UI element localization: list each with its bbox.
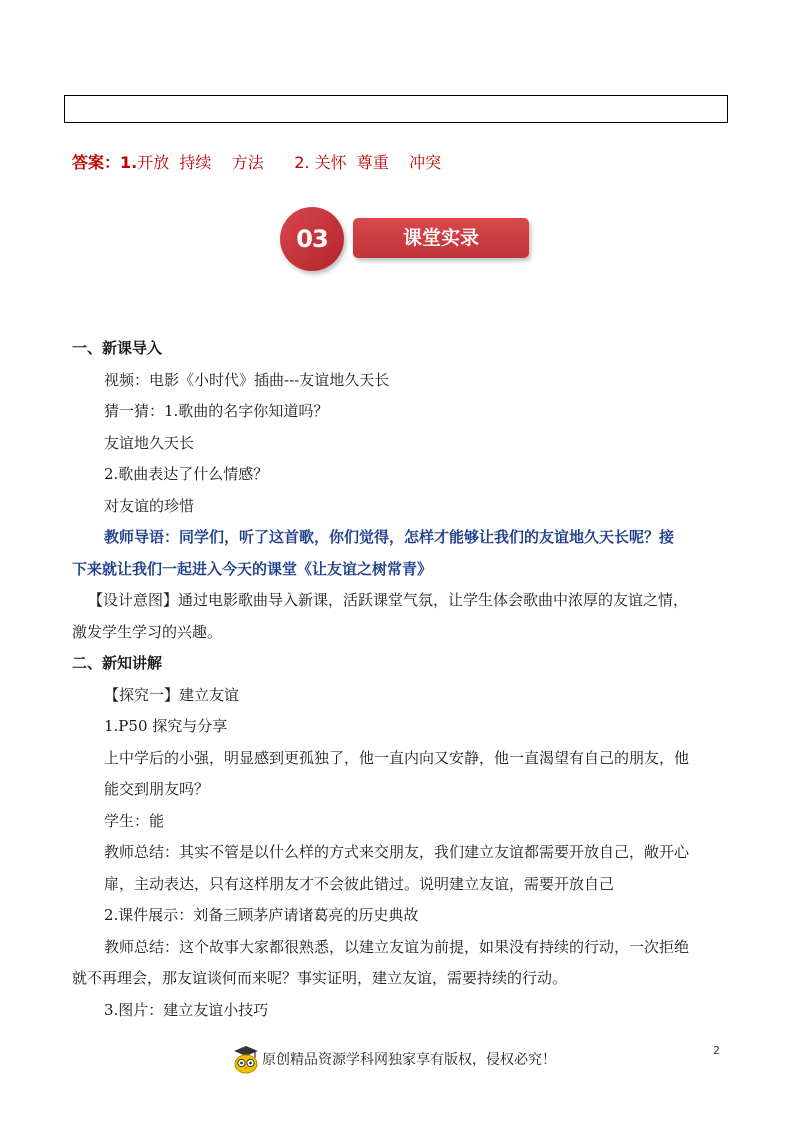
content-line: 学生：能 [104,811,165,830]
answer-item1-text: 开放 持续 方法 [137,153,264,172]
section-title: 课堂实录 [353,218,529,258]
content-line: 对友谊的珍惜 [104,496,195,515]
answer-line [72,150,441,173]
content-line: 下来就让我们一起进入今天的课堂《让友谊之树常青》 [72,559,433,578]
content-line: 激发学生学习的兴趣。 [72,622,223,641]
footer-copyright: 原创精品资源学科网独家享有版权，侵权必究！ [262,1052,556,1068]
content-line: 猜一猜：1.歌曲的名字你知道吗？ [104,402,329,420]
content-line: 【设计意图】通过电影歌曲导入新课，活跃课堂气氛，让学生体会歌曲中浓厚的友谊之情， [88,591,689,609]
answer-label: 答案： [72,153,121,172]
page-number: 2 [713,1044,720,1057]
content-line: 视频：电影《小时代》插曲---友谊地久天长 [104,370,390,389]
content-line: 3.图片：建立友谊小技巧 [104,1000,269,1019]
section-banner [280,207,532,272]
content-line: 教师总结：其实不管是以什么样的方式来交朋友，我们建立友谊都需要开放自己，敞开心 [104,843,690,861]
content-line: 友谊地久天长 [104,433,195,452]
content-line: 2.歌曲表达了什么情感？ [104,465,269,483]
answer-item2-text: 2. 关怀 尊重 冲突 [294,153,442,172]
answer-item1-number: 1. [120,153,138,172]
content-line: 能交到朋友吗？ [104,780,210,798]
content-line: 1.P50 探究与分享 [104,717,228,735]
content-line: 2.课件展示：刘备三顾茅庐请诸葛亮的历史典故 [104,906,419,924]
content-line: 二、新知讲解 [72,654,163,672]
owl-logo-icon [232,1044,260,1074]
lesson-content [72,333,724,1026]
content-line: 上中学后的小强，明显感到更孤独了，他一直内向又安静，他一直渴望有自己的朋友，他 [104,748,690,767]
content-line: 一、新课导入 [72,339,163,357]
top-bordered-box [64,95,728,123]
section-number: 03 [296,225,328,253]
footer [232,1044,556,1074]
content-line: 扉，主动表达，只有这样朋友才不会彼此错过。说明建立友谊，需要开放自己 [104,874,615,893]
content-line: 教师导语：同学们，听了这首歌，你们觉得，怎样才能够让我们的友谊地久天长呢？接 [104,528,675,546]
content-line: 教师总结：这个故事大家都很熟悉，以建立友谊为前提，如果没有持续的行动，一次拒绝 [104,937,690,956]
content-line: 【探究一】建立友谊 [104,685,240,704]
content-line: 就不再理会，那友谊谈何而来呢？事实证明，建立友谊，需要持续的行动。 [72,969,568,987]
